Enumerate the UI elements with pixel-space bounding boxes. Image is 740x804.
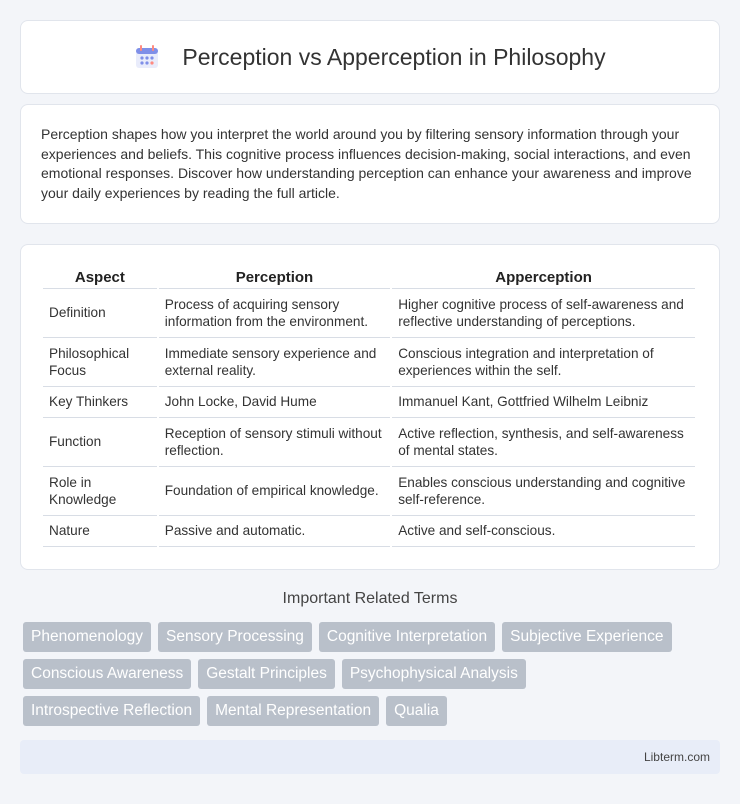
table-row [43,289,695,338]
table-cell: Passive and automatic. [159,516,390,547]
tag-introspective-reflection[interactable]: Introspective Reflection [23,696,200,726]
table-cell: Immediate sensory experience and external reality. [159,338,390,387]
tag-psychophysical-analysis[interactable]: Psychophysical Analysis [342,659,526,689]
footer-site-link[interactable]: Libterm.com [643,750,710,764]
tag-sensory-processing[interactable]: Sensory Processing [158,622,312,652]
tag-qualia[interactable]: Qualia [386,696,447,726]
table-cell: Key Thinkers [43,387,157,418]
tag-row [23,622,723,652]
calendar-grid-icon [134,44,160,70]
table-cell: Conscious integration and interpretation of experiences within the self. [392,338,695,387]
table-cell: John Locke, David Hume [159,387,390,418]
header-card [20,20,720,94]
table-row [43,467,695,516]
table-cell: Higher cognitive process of self-awareness and reflective understanding of perceptions. [392,289,695,338]
tag-conscious-awareness[interactable]: Conscious Awareness [23,659,191,689]
related-terms-list [23,622,723,733]
intro-card [20,104,720,224]
comparison-card [20,244,720,570]
table-cell: Nature [43,516,157,547]
table-cell: Philosophical Focus [43,338,157,387]
header [134,44,605,71]
comparison-table [41,265,697,547]
table-cell: Definition [43,289,157,338]
table-cell: Immanuel Kant, Gottfried Wilhelm Leibniz [392,387,695,418]
related-terms-title: Important Related Terms [282,590,458,607]
table-cell: Active reflection, synthesis, and self-awareness of mental states. [392,418,695,467]
tag-cognitive-interpretation[interactable]: Cognitive Interpretation [319,622,495,652]
tag-row [23,696,723,726]
tag-subjective-experience[interactable]: Subjective Experience [502,622,671,652]
tag-row [23,659,723,689]
tag-phenomenology[interactable]: Phenomenology [23,622,151,652]
table-header-row [43,265,695,289]
table-row [43,418,695,467]
table-cell: Enables conscious understanding and cognitive self-reference. [392,467,695,516]
column-header-apperception: Apperception [392,265,695,289]
tag-mental-representation[interactable]: Mental Representation [207,696,379,726]
tag-gestalt-principles[interactable]: Gestalt Principles [198,659,335,689]
table-row [43,387,695,418]
table-cell: Role in Knowledge [43,467,157,516]
table-cell: Function [43,418,157,467]
table-cell: Reception of sensory stimuli without reflection. [159,418,390,467]
column-header-aspect: Aspect [43,265,157,289]
table-cell: Foundation of empirical knowledge. [159,467,390,516]
intro-text: Perception shapes how you interpret the world around you by filtering sensory information through your experiences and beliefs. This cognitive process influences decision-making, social interactions, and even emotional responses. Discover how understanding perception can enhance your awareness and improve your daily experiences by reading the full article. [41,126,692,201]
column-header-perception: Perception [159,265,390,289]
page-title: Perception vs Apperception in Philosophy [182,43,606,70]
footer [20,740,720,774]
table-row [43,516,695,547]
table-cell: Process of acquiring sensory information from the environment. [159,289,390,338]
table-cell: Active and self-conscious. [392,516,695,547]
table-row [43,338,695,387]
